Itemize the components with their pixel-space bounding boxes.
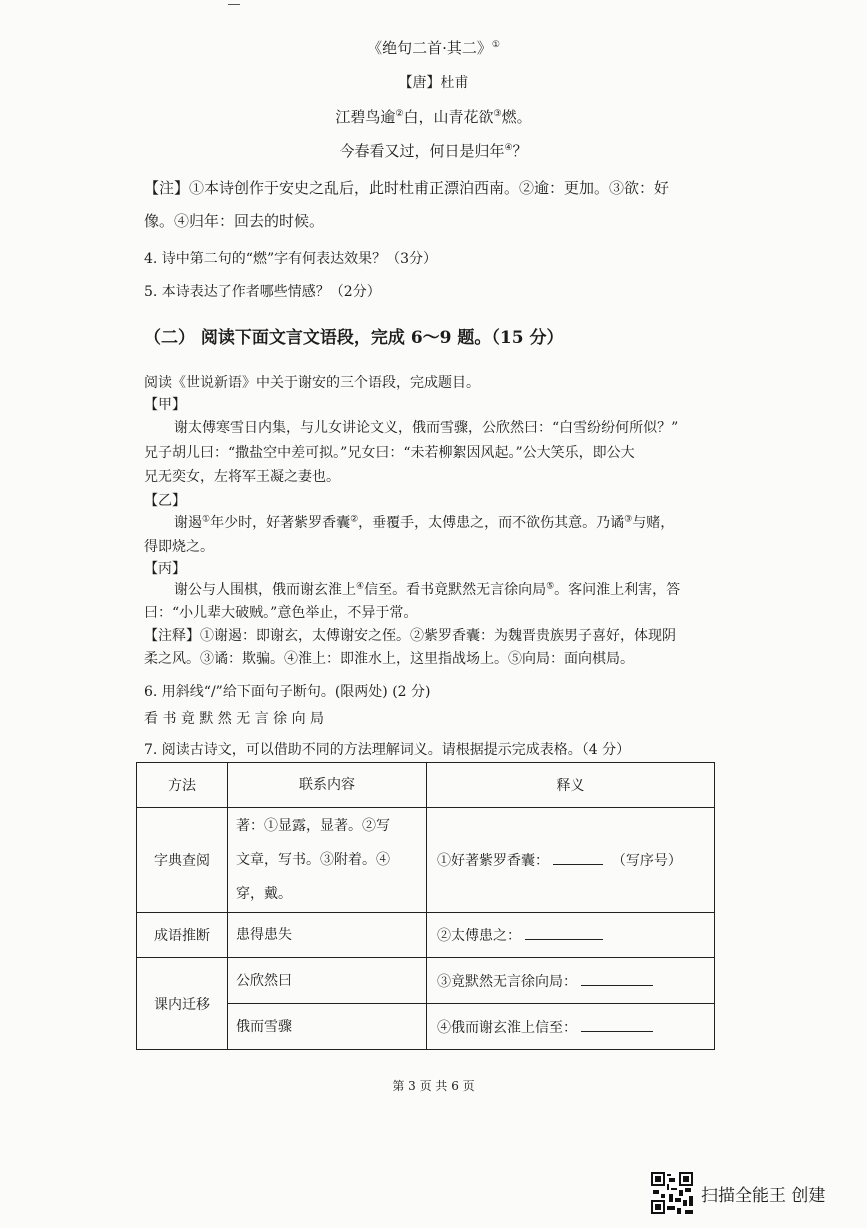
- bing-note-4: ④: [356, 581, 365, 592]
- table-header-row: [137, 763, 715, 808]
- row2-method: 成语推断: [137, 913, 228, 958]
- row1-content-line-2: 文章，写书。③附着。④: [236, 852, 390, 868]
- passage-jia-line-1: 谢太傅寒雪日内集，与儿女讲论文义，俄而雪骤，公欣然曰：“白雪纷纷何所似？”: [174, 420, 679, 436]
- poem-line-1-b: 白，山青花欲: [403, 108, 494, 126]
- question-4: 4. 诗中第二句的“燃”字有何表达效果？（3分）: [144, 251, 438, 267]
- table-row: [137, 958, 715, 1004]
- wen-notes-line-1: 【注释】①谢遏：即谢玄，太傅谢安之侄。②紫罗香囊：为魏晋贵族男子喜好，体现阴: [144, 628, 676, 644]
- scanner-watermark: 扫描全能王 创建: [701, 1186, 826, 1206]
- passage-yi-line-1: [174, 512, 674, 532]
- poem-line-1: [0, 106, 867, 127]
- question-5: 5. 本诗表达了作者哪些情感？（2分）: [144, 284, 381, 300]
- passage-yi-label: 【乙】: [144, 493, 186, 509]
- passage-yi-line-2: 得即烧之。: [144, 539, 214, 555]
- poem-title-note: ①: [491, 40, 500, 50]
- bing-line-1-a: 谢公与人围棋，俄而谢玄淮上: [174, 582, 356, 598]
- yi-line-1-d: 与赌，: [632, 515, 675, 531]
- answer-blank-1[interactable]: [553, 850, 603, 865]
- row3-meaning-b-cell[interactable]: [427, 1004, 715, 1050]
- passage-jia-line-3: 兄无奕女，左将军王凝之妻也。: [144, 469, 340, 485]
- yi-note-3: ③: [624, 514, 633, 525]
- passage-jia-label: 【甲】: [144, 397, 186, 413]
- row3-content-a: 公欣然曰: [228, 958, 427, 1004]
- row3-meaning-a: ③竟默然无言徐向局：: [437, 973, 577, 990]
- row2-meaning: ②太傅患之：: [437, 928, 521, 944]
- poem-author: 【唐】杜甫: [398, 75, 469, 91]
- poem-line-1-c: 燃。: [501, 108, 532, 126]
- answer-blank-2[interactable]: [525, 925, 603, 940]
- row1-content-line-1: 著：①显露，显著。②写: [236, 818, 390, 834]
- header-content: 联系内容: [228, 763, 427, 808]
- yi-line-1-a: 谢遏: [174, 515, 202, 531]
- section-2-heading: （二） 阅读下面文言文语段，完成 6～9 题。（15 分）: [144, 328, 564, 348]
- poem-notes-line-2: 像。④归年：回去的时候。: [144, 212, 325, 230]
- row1-meaning: ①好著紫罗香囊：: [437, 853, 549, 869]
- passage-bing-line-1: [174, 579, 680, 599]
- row1-content: [228, 808, 427, 913]
- wen-notes-line-2: 柔之风。③谲：欺骗。④淮上：即淮水上，这里指战场上。⑤向局：面向棋局。: [144, 651, 634, 667]
- passage-intro: 阅读《世说新语》中关于谢安的三个语段，完成题目。: [144, 375, 480, 391]
- question-7-table: [136, 762, 715, 1050]
- poem-notes-line-1: 【注】①本诗创作于安史之乱后，此时杜甫正漂泊西南。②逾：更加。③欲：好: [144, 179, 670, 197]
- table-row: [137, 913, 715, 958]
- poem-title: [0, 37, 867, 58]
- question-7: 7. 阅读古诗文，可以借助不同的方法理解词义。请根据提示完成表格。（4 分）: [144, 742, 631, 758]
- poem-line-2: [0, 140, 867, 161]
- yi-line-1-b: 年少时，好著紫罗香囊: [210, 515, 351, 531]
- passage-bing-label: 【丙】: [144, 561, 186, 577]
- poem-line-2-a: 今春看又过，何日是归年: [339, 142, 505, 160]
- row2-meaning-cell[interactable]: [427, 913, 715, 958]
- row1-content-line-3: 穿，戴。: [236, 886, 292, 902]
- poem-line-1-a: 江碧鸟逾: [335, 108, 396, 126]
- scan-mark: [228, 4, 240, 5]
- row3-meaning-b: ④俄而谢玄淮上信至：: [437, 1019, 577, 1036]
- passage-bing-line-2: 曰：“小儿辈大破贼。”意色举止，不异于常。: [144, 605, 418, 621]
- header-method: 方法: [137, 763, 228, 808]
- page-footer: 第 3 页 共 6 页: [392, 1079, 475, 1093]
- question-6-sentence: 看 书 竟 默 然 无 言 徐 向 局: [144, 711, 325, 727]
- qr-code-icon: [651, 1172, 693, 1214]
- yi-note-1: ①: [202, 514, 211, 525]
- poem-line-2-b: ？: [512, 142, 528, 160]
- row2-content: 患得患失: [228, 913, 427, 958]
- row3-meaning-a-cell[interactable]: [427, 958, 715, 1004]
- passage-jia-line-2: 兄子胡儿曰：“撒盐空中差可拟。”兄女曰：“未若柳絮因风起。”公大笑乐，即公大: [144, 445, 635, 461]
- poem-line-2-note: ④: [504, 143, 513, 153]
- yi-note-2: ②: [350, 514, 359, 525]
- poem-title-text: 《绝句二首·其二》: [367, 39, 492, 57]
- poem-line-1-note: ②: [395, 109, 404, 119]
- row3-method: 课内迁移: [137, 958, 228, 1050]
- bing-note-5: ⑤: [546, 581, 555, 592]
- answer-blank-4[interactable]: [581, 1017, 653, 1032]
- table-row: [137, 808, 715, 913]
- poem-line-1-note2: ③: [493, 109, 502, 119]
- row1-method: 字典查阅: [137, 808, 228, 913]
- bing-line-1-b: 信至。看书竟默然无言徐向局: [364, 582, 547, 598]
- answer-blank-3[interactable]: [581, 971, 653, 986]
- row1-hint: （写序号）: [611, 853, 682, 869]
- question-6: 6. 用斜线“/”给下面句子断句。(限两处) (2 分): [144, 684, 431, 700]
- row3-content-b: 俄而雪骤: [228, 1004, 427, 1050]
- header-meaning: 释义: [427, 763, 715, 808]
- row1-meaning-cell[interactable]: [427, 808, 715, 913]
- bing-line-1-c: 。客问淮上利害，答: [554, 582, 681, 598]
- yi-line-1-c: ，垂覆手，太傅患之，而不欲伤其意。乃谲: [358, 515, 625, 531]
